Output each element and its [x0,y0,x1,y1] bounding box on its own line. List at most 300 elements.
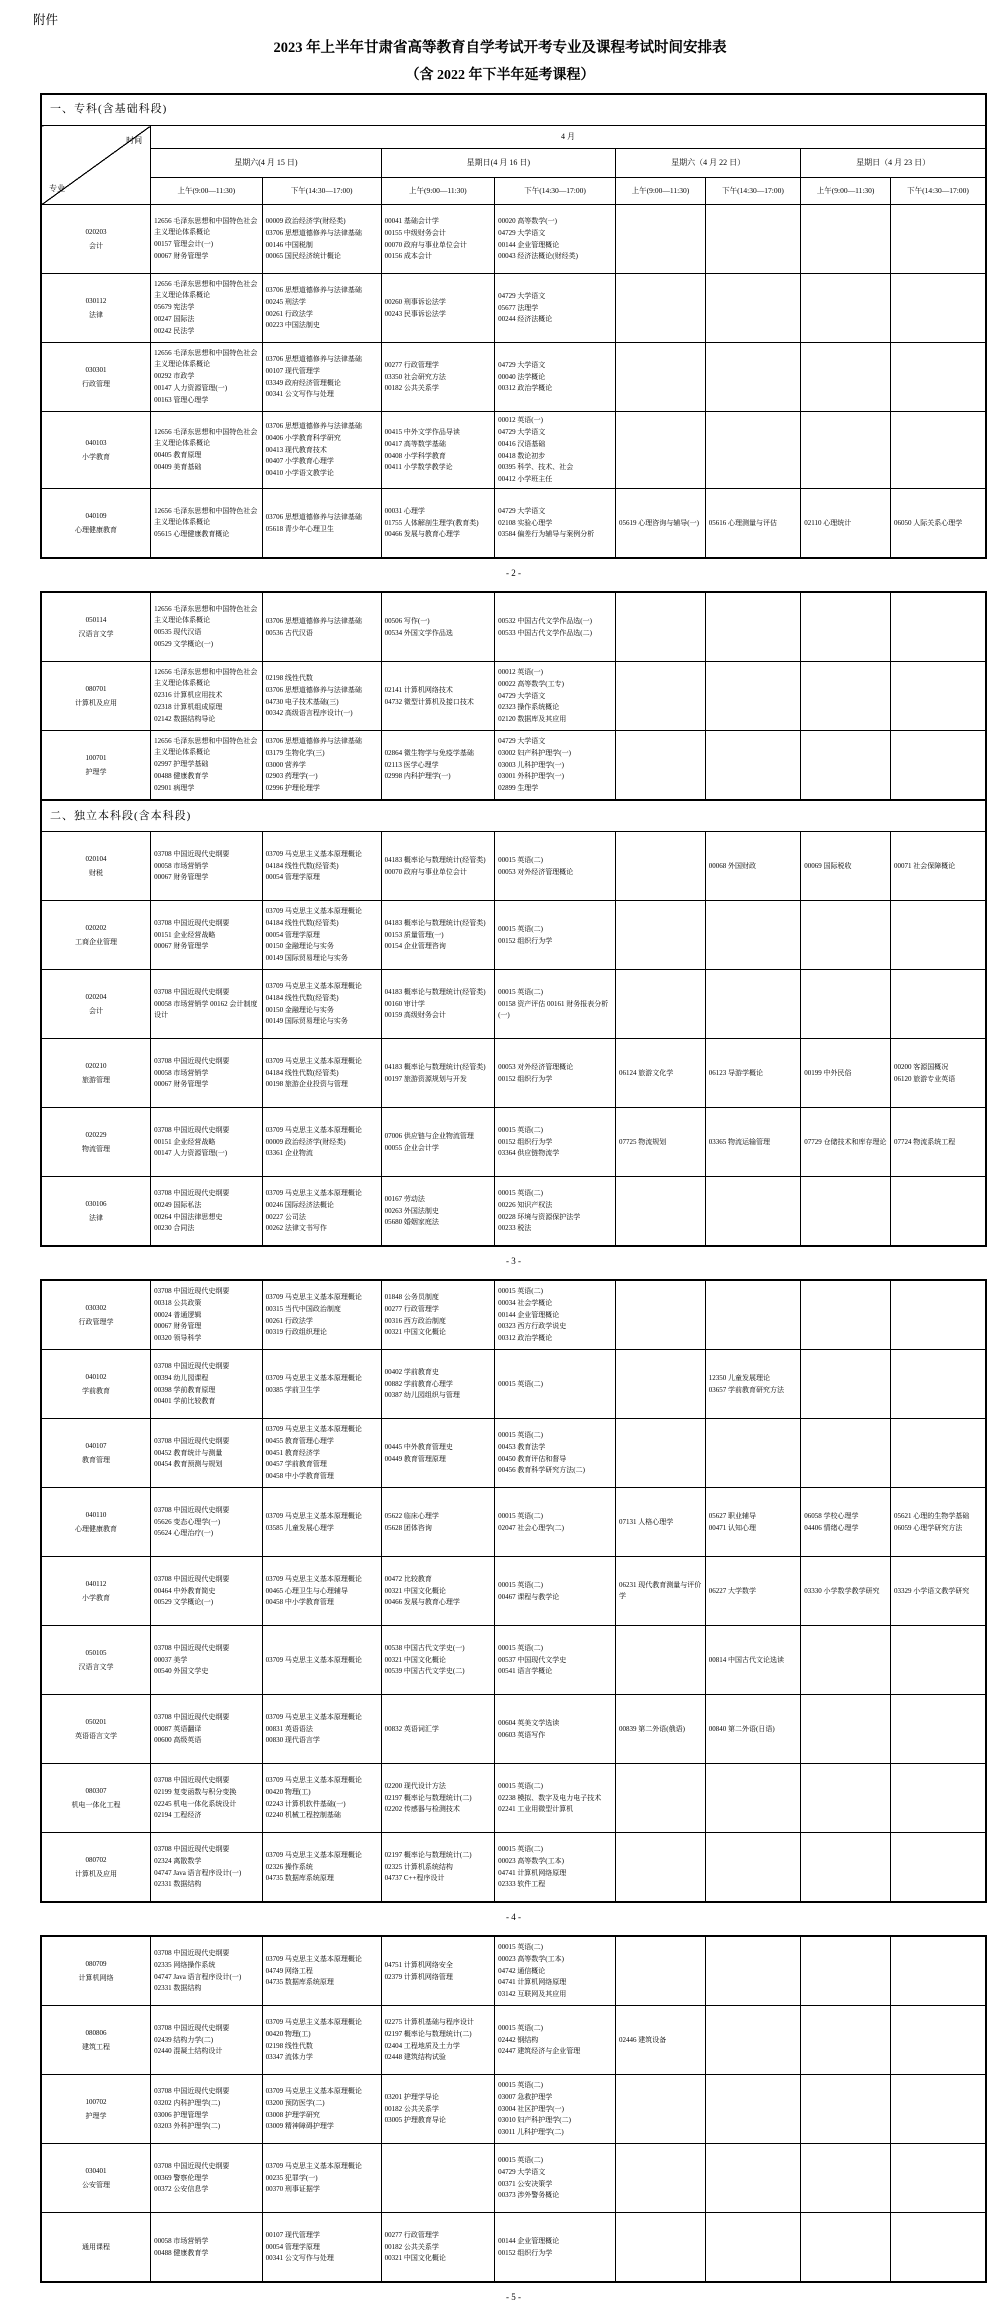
corner-cell [41,126,151,205]
course-item: 03709 马克思主义基本原理概论 [265,1712,362,1721]
course-item: 03706 思想道德修养与法律基础 [265,736,362,745]
course-item: 00015 英语(二) [498,2023,543,2032]
course-item: 00065 国民经济统计概论 [265,252,341,261]
course-item: 04732 微型计算机及接口技术 [384,697,474,706]
courses-cell [151,2144,263,2213]
course-item: 02335 网络操作系统 [154,1960,216,1969]
course-item: 00457 学前教育管理 [265,1460,327,1469]
course-item: 02108 实验心理学 [498,518,553,527]
course-item: 12656 毛泽东思想和中国特色社会主义理论体系概论 [154,428,258,448]
courses-cell [616,2144,706,2213]
courses-cell [381,274,494,343]
course-item: 00068 外国财政 [708,861,757,870]
courses-cell [495,205,616,274]
courses-cell [616,592,706,662]
courses-cell [381,1419,494,1488]
specialty-row-020210 [41,1039,986,1108]
course-item: 03709 马克思主义基本原理概论 [265,2161,362,2170]
courses-cell [151,832,263,901]
course-item: 00415 中外文学作品导读 [384,427,460,436]
course-item: 00015 英语(二) [498,988,543,997]
specialty-cell [41,970,151,1039]
course-item: 00467 课程与教学论 [498,1592,560,1601]
courses-cell [381,205,494,274]
course-item: 00260 刑事诉讼法学 [384,297,446,306]
courses-cell [890,592,986,662]
course-item: 00144 企业管理概论 [498,1310,560,1319]
courses-cell [262,901,381,970]
course-item: 03203 外科护理学(二) [154,2122,221,2131]
course-item: 00015 英语(二) [498,2080,543,2089]
specialty-cell [41,1695,151,1764]
course-item: 00107 现代管理学 [265,2230,320,2239]
course-item: 00465 心理卫生与心理辅导 [265,1586,348,1595]
courses-cell [151,1177,263,1247]
courses-cell [890,489,986,559]
course-item: 04184 线性代数(经管类) [265,1068,339,1077]
specialty-cell [41,1039,151,1108]
courses-cell [801,489,891,559]
course-item: 02997 护理学基础 [154,760,209,769]
course-item: 12656 毛泽东思想和中国特色社会主义理论体系概论 [154,507,258,527]
courses-cell [801,1419,891,1488]
courses-cell [890,1177,986,1247]
courses-cell [381,1488,494,1557]
courses-cell [262,662,381,731]
course-item: 04183 概率论与数理统计(经管类) [384,987,486,996]
courses-cell [262,412,381,489]
course-item: 00154 企业管理咨询 [384,942,446,951]
courses-cell [381,2075,494,2144]
courses-cell [890,832,986,901]
course-item: 00243 民事诉讼法学 [384,309,446,318]
courses-cell [801,731,891,801]
course-item: 00385 学前卫生学 [265,1385,320,1394]
courses-cell [262,731,381,801]
course-item: 00023 高等数学(工本) [498,1856,564,1865]
course-item: 00151 企业经营战略 [154,930,216,939]
course-item: 02241 工业用微型计算机 [498,1805,574,1814]
specialty-name: 护理学 [85,767,107,776]
courses-cell [616,1764,706,1833]
course-item: 00840 第二外语(日语) [708,1724,775,1733]
courses-cell [151,1833,263,1903]
course-item: 00197 旅游资源规划与开发 [384,1074,467,1083]
courses-cell [801,1350,891,1419]
course-item: 03708 中国近现代史纲要 [154,1775,230,1784]
course-item: 03709 马克思主义基本原理概论 [265,906,362,915]
course-item: 00533 中国古代文学作品选(二) [498,628,592,637]
course-item: 00249 国际私法 [154,1200,202,1209]
specialty-code: 040107 [85,1441,107,1450]
course-item: 00054 管理学原理 [265,2242,320,2251]
course-item: 06058 学校心理学 [804,1511,859,1520]
course-item: 00155 中级财务会计 [384,228,446,237]
course-item: 00541 语言学概论 [498,1667,553,1676]
course-item: 03708 中国近现代史纲要 [154,2023,230,2032]
course-item: 03706 思想道德修养与法律基础 [265,285,362,294]
courses-cell [151,1695,263,1764]
course-item: 00144 企业管理概论 [498,2236,560,2245]
course-item: 03708 中国近现代史纲要 [154,2161,230,2170]
course-item: 03011 儿科护理学(二) [498,2128,564,2137]
specialty-code: 080709 [85,1959,107,1968]
course-item: 02442 钢结构 [498,2035,539,2044]
course-item: 00247 国际法 [154,314,195,323]
courses-cell [616,205,706,274]
course-item: 00058 市场营销学 [154,2236,209,2245]
specialty-cell [41,412,151,489]
course-item: 02200 现代设计方法 [384,1781,446,1790]
course-item: 00471 认知心理 [708,1523,757,1532]
course-item: 00156 成本会计 [384,252,432,261]
courses-cell [381,1177,494,1247]
day-header-1: 星期六(4 月 15 日) [151,149,382,178]
course-item: 03349 政府经济管理概论 [265,378,341,387]
course-item: 06124 旅游文化学 [619,1068,674,1077]
specialty-code: 030112 [85,296,107,305]
course-item: 00458 中小学教育管理 [265,1598,334,1607]
course-item: 03330 小学数学教学研究 [804,1586,880,1595]
course-item: 00410 小学语文教学论 [265,469,334,478]
course-item: 03708 中国近现代史纲要 [154,1125,230,1134]
courses-cell [801,832,891,901]
page-subtitle: （含 2022 年下半年延考课程） [405,68,595,83]
course-item: 02333 软件工程 [498,1880,546,1889]
courses-cell [381,1695,494,1764]
course-item: 00024 普通逻辑 [154,1310,202,1319]
course-item: 06227 大学数学 [708,1586,757,1595]
course-item: 02197 概率论与数理统计(二) [384,1850,472,1859]
course-item: 03585 儿童发展心理学 [265,1523,334,1532]
specialty-row-030112 [41,274,986,343]
course-item: 03009 精神障碍护理学 [265,2122,334,2131]
courses-cell [705,205,800,274]
course-item: 00015 英语(二) [498,1844,543,1853]
courses-cell [890,662,986,731]
course-item: 00506 写作(一) [384,616,430,625]
course-item: 02316 计算机应用技术 [154,691,223,700]
courses-cell [262,832,381,901]
course-item: 07131 人格心理学 [619,1517,674,1526]
course-item: 06059 心理学研究方法 [893,1523,963,1532]
courses-cell [262,592,381,662]
specialty-row-080709 [41,1936,986,2006]
specialty-cell [41,1557,151,1626]
schedule-table-page-4 [40,1935,987,2283]
course-item: 00321 中国文化概论 [384,1655,446,1664]
specialty-cell [41,1177,151,1247]
courses-cell [616,662,706,731]
courses-cell [151,343,263,412]
course-item: 05626 变态心理学(一) [154,1517,221,1526]
course-item: 00043 经济法概论(财经类) [498,252,578,261]
course-item: 02448 建筑结构试验 [384,2053,446,2062]
courses-cell [616,2006,706,2075]
course-item: 03002 妇产科护理学(一) [498,748,571,757]
course-item: 02047 社会心理学(二) [498,1523,564,1532]
course-item: 01755 人体解剖生理学(教育类) [384,518,479,527]
course-item: 02194 工程经济 [154,1811,202,1820]
courses-cell [801,1280,891,1350]
course-item: 00261 行政法学 [265,309,313,318]
course-item: 00163 管理心理学 [154,395,209,404]
specialty-name: 小学教育 [82,1593,111,1602]
major-label: 专业 [49,183,65,193]
course-item: 00371 公安决策学 [498,2179,553,2188]
courses-cell [890,1833,986,1903]
courses-cell [151,1626,263,1695]
course-item: 04729 大学语文 [498,2167,546,2176]
course-item: 03708 中国近现代史纲要 [154,1505,230,1514]
course-item: 03706 思想道德修养与法律基础 [265,228,362,237]
page-marker: - 4 - [506,1912,521,1923]
courses-cell [262,1557,381,1626]
time-label: 时间 [126,136,143,145]
course-item: 02142 数据结构导论 [154,714,216,723]
specialty-row-020204 [41,970,986,1039]
course-item: 00277 行政管理学 [384,2230,439,2239]
specialty-row-100701 [41,731,986,801]
course-item: 00067 财务管理学 [154,942,209,951]
specialty-name: 公安管理 [82,2180,111,2189]
course-item: 00015 英语(二) [498,855,543,864]
specialty-row-040110 [41,1488,986,1557]
courses-cell [801,592,891,662]
course-item: 03709 马克思主义基本原理概论 [265,849,362,858]
course-item: 00158 资产评估 00161 财务报表分析(一) [498,1000,609,1019]
course-item: 03708 中国近现代史纲要 [154,1643,230,1652]
specialty-row-020202 [41,901,986,970]
course-item: 00372 公安信息学 [154,2185,209,2194]
course-item: 02899 生理学 [498,784,539,793]
specialty-cell [41,832,151,901]
course-item: 02326 操作系统 [265,1862,313,1871]
courses-cell [890,1488,986,1557]
specialty-cell [41,1626,151,1695]
course-item: 12350 儿童发展理论 [708,1373,771,1382]
specialty-code: 040103 [85,438,107,447]
courses-cell [801,970,891,1039]
courses-cell [151,970,263,1039]
courses-cell [801,1557,891,1626]
specialty-code: 030302 [85,1303,107,1312]
course-item: 12656 毛泽东思想和中国特色社会主义理论体系概论 [154,668,258,688]
specialty-cell [41,1833,151,1903]
course-item: 04729 大学语文 [498,228,546,237]
courses-cell [495,731,616,801]
course-item: 00406 小学教育科学研究 [265,433,341,442]
course-item: 00053 对外经济管理概论 [498,1062,574,1071]
course-item: 03709 马克思主义基本原理概论 [265,2086,362,2095]
course-item: 00182 公共关系学 [384,2104,439,2113]
courses-cell [705,1833,800,1903]
course-item: 05628 团体咨询 [384,1523,432,1532]
specialty-cell [41,1108,151,1177]
course-item: 00529 文学概论(一) [154,1598,214,1607]
courses-cell [381,2213,494,2283]
specialty-cell [41,901,151,970]
specialty-cell [41,1350,151,1419]
specialty-cell [41,662,151,731]
course-item: 00312 政治学概论 [498,1334,553,1343]
course-item: 06050 人际关系心理学 [893,518,963,527]
courses-cell [890,2213,986,2283]
course-item: 04741 计算机网络原理 [498,1868,567,1877]
course-item: 00292 市政学 [154,372,195,381]
specialty-row-030401 [41,2144,986,2213]
specialty-row-100702 [41,2075,986,2144]
courses-cell [151,2213,263,2283]
course-item: 00015 英语(二) [498,1942,543,1951]
course-item: 00449 教育管理原理 [384,1454,446,1463]
course-item: 00488 健康教育学 [154,771,209,780]
course-item: 02323 操作系统概论 [498,703,560,712]
courses-cell [801,1039,891,1108]
course-item: 03361 企业物流 [265,1149,313,1158]
specialty-row-050105 [41,1626,986,1695]
courses-cell [801,901,891,970]
course-item: 00604 英美文学选读 [498,1718,560,1727]
course-item: 00058 市场营销学 [154,861,209,870]
course-item: 00246 国际经济法概论 [265,1200,334,1209]
courses-cell [705,1488,800,1557]
course-item: 00535 现代汉语 [154,628,202,637]
course-item: 00488 健康教育学 [154,2248,209,2257]
courses-cell [381,662,494,731]
courses-cell [801,343,891,412]
courses-cell [705,662,800,731]
specialty-row-080701 [41,662,986,731]
course-item: 00342 高级语言程序设计(一) [265,709,353,718]
courses-cell [705,274,800,343]
course-item: 04742 通信概论 [498,1966,546,1975]
courses-cell [381,592,494,662]
courses-cell [801,2213,891,2283]
course-item: 05627 职业辅导 [708,1511,757,1520]
courses-cell [890,1936,986,2006]
specialty-code: 020204 [85,992,107,1001]
courses-cell [495,1350,616,1419]
courses-cell [890,2075,986,2144]
courses-cell [381,343,494,412]
course-item: 05679 宪法学 [154,303,195,312]
course-item: 00455 教育管理心理学 [265,1436,334,1445]
courses-cell [495,662,616,731]
courses-cell [262,1177,381,1247]
course-item: 04184 线性代数(经管类) [265,861,339,870]
courses-cell [381,901,494,970]
course-item: 02202 传感器与检测技术 [384,1805,460,1814]
courses-cell [705,1626,800,1695]
courses-cell [801,1488,891,1557]
courses-cell [801,274,891,343]
courses-cell [616,1108,706,1177]
specialty-code: 080806 [85,2028,107,2037]
specialty-cell [41,1936,151,2006]
course-item: 00370 刑事证据学 [265,2185,320,2194]
course-item: 00150 金融理论与实务 [265,942,334,951]
schedule-table-page-2 [40,591,987,1247]
courses-cell [262,970,381,1039]
course-item: 06123 导游学概论 [708,1068,764,1077]
courses-cell [495,1936,616,2006]
courses-cell [495,1039,616,1108]
courses-cell [151,1557,263,1626]
course-item: 00405 教育原理 [154,451,202,460]
specialty-name: 护理学 [85,2111,107,2120]
course-item: 00264 中国法律思想史 [154,1212,223,1221]
course-item: 03709 马克思主义基本原理概论 [265,1775,362,1784]
schedule-table-page-1 [40,93,987,559]
day-header-2: 星期日(4 月 16 日) [381,149,615,178]
course-item: 00451 教育经济学 [265,1448,320,1457]
course-item: 05677 法理学 [498,303,539,312]
specialty-name: 小学教育 [82,452,111,461]
course-item: 00319 行政组织理论 [265,1328,327,1337]
session-am-header: 上午(9:00—11:30) [381,178,494,205]
specialty-code: 040110 [85,1510,107,1519]
specialty-code: 040102 [85,1372,107,1381]
course-item: 03708 中国近现代史纲要 [154,1844,230,1853]
course-item: 03708 中国近现代史纲要 [154,1574,230,1583]
course-item: 00150 金融理论与实务 [265,1005,334,1014]
courses-cell [151,592,263,662]
courses-cell [262,1350,381,1419]
courses-cell [381,1350,494,1419]
course-item: 02197 概率论与数理统计(二) [384,2029,472,2038]
section-header-row [41,800,986,832]
specialty-name: 工商企业管理 [75,937,118,946]
course-item: 03708 中国近现代史纲要 [154,1361,230,1370]
course-item: 00830 现代语言学 [265,1736,320,1745]
courses-cell [495,1280,616,1350]
specialty-row-020104 [41,832,986,901]
course-item: 03004 社区护理学(一) [498,2104,564,2113]
courses-cell [262,1626,381,1695]
courses-cell [890,1695,986,1764]
course-item: 03708 中国近现代史纲要 [154,1948,230,1957]
courses-cell [495,2075,616,2144]
specialty-code: 050114 [85,615,107,624]
course-item: 00882 学前教育心理学 [384,1379,453,1388]
course-item: 00167 劳动法 [384,1194,425,1203]
course-item: 07729 仓储技术和库存理论 [804,1137,887,1146]
courses-cell [616,343,706,412]
specialty-row-030106 [41,1177,986,1247]
courses-cell [890,970,986,1039]
course-item: 06231 现代教育测量与评价学 [619,1581,702,1601]
course-item: 00031 心理学 [384,506,425,515]
specialty-code: 050201 [85,1717,107,1726]
courses-cell [381,970,494,1039]
course-item: 02199 复变函数与积分变换 [154,1787,237,1796]
course-item: 02998 内科护理学(一) [384,772,451,781]
course-item: 03708 中国近现代史纲要 [154,2086,230,2095]
page-title: 2023 年上半年甘肃省高等教育自学考试开考专业及课程考试时间安排表 [273,40,727,56]
course-item: 00814 中国古代文论选读 [708,1655,785,1664]
courses-cell [495,1695,616,1764]
course-item: 00107 现代管理学 [265,366,320,375]
course-item: 00832 英语词汇学 [384,1724,439,1733]
course-item: 00536 古代汉语 [265,628,313,637]
course-item: 04184 线性代数(经管类) [265,918,339,927]
specialty-cell [41,1488,151,1557]
specialty-code: 050105 [85,1648,107,1657]
course-item: 00420 物理(工) [265,1787,311,1796]
course-item: 02318 计算机组成原理 [154,702,223,711]
specialty-code: 080701 [85,684,107,693]
